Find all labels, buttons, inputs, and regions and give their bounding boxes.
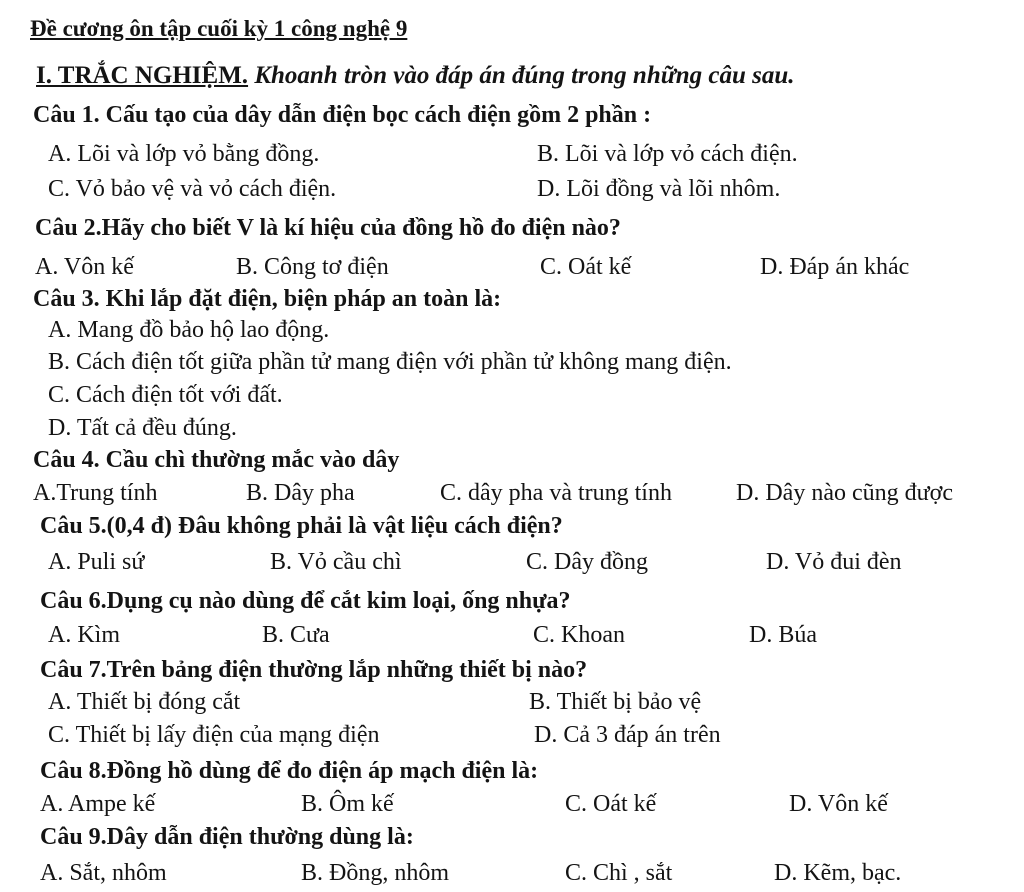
q6-option-b: B. Cưa: [262, 622, 330, 648]
q6-option-d: D. Búa: [749, 622, 817, 648]
q1-option-b: B. Lõi và lớp vỏ cách điện.: [537, 141, 798, 167]
section-heading: I. TRẮC NGHIỆM.: [36, 62, 249, 89]
q9-option-a: A. Sắt, nhôm: [40, 860, 167, 886]
q8-option-b: B. Ôm kế: [301, 791, 394, 817]
q7-option-b: B. Thiết bị bảo vệ: [529, 689, 702, 715]
question-1: Câu 1. Cấu tạo của dây dẫn điện bọc cách điện gồm 2 phần :: [33, 102, 652, 128]
q5-option-a: A. Puli sứ: [48, 549, 145, 575]
question-9: Câu 9.Dây dẫn điện thường dùng là:: [40, 824, 414, 850]
q9-option-b: B. Đồng, nhôm: [301, 860, 450, 886]
q4-option-c: C. dây pha và trung tính: [440, 480, 672, 506]
q8-option-c: C. Oát kế: [565, 791, 657, 817]
q2-option-b: B. Công tơ điện: [236, 254, 389, 280]
question-2: Câu 2.Hãy cho biết V là kí hiệu của đồng hồ đo điện nào?: [35, 215, 621, 241]
q8-option-d: D. Vôn kế: [789, 791, 888, 817]
q7-option-c: C. Thiết bị lấy điện của mạng điện: [48, 722, 380, 748]
q4-option-d: D. Dây nào cũng được: [736, 480, 953, 506]
q7-option-a: A. Thiết bị đóng cắt: [48, 689, 241, 715]
q9-option-d: D. Kẽm, bạc.: [774, 860, 902, 886]
q2-option-a: A. Vôn kế: [35, 254, 134, 280]
q5-option-d: D. Vỏ đui đèn: [766, 549, 902, 575]
q9-option-c: C. Chì , sắt: [565, 860, 673, 886]
q3-option-c: C. Cách điện tốt với đất.: [48, 382, 283, 408]
q6-option-a: A. Kìm: [48, 622, 120, 648]
q3-option-d: D. Tất cả đều đúng.: [48, 415, 237, 441]
q1-option-a: A. Lõi và lớp vỏ bằng đồng.: [48, 141, 320, 167]
question-3: Câu 3. Khi lắp đặt điện, biện pháp an toàn là:: [33, 286, 502, 312]
q2-option-d: D. Đáp án khác: [760, 254, 910, 280]
q4-option-a: A.Trung tính: [33, 480, 158, 506]
q4-option-b: B. Dây pha: [246, 480, 355, 506]
q8-option-a: A. Ampe kế: [40, 791, 156, 817]
q3-option-b: B. Cách điện tốt giữa phần tử mang điện với phần tử không mang điện.: [48, 349, 732, 375]
document-title: Đề cương ôn tập cuối kỳ 1 công nghệ 9: [30, 16, 408, 41]
q6-option-c: C. Khoan: [533, 622, 625, 648]
q5-option-c: C. Dây đồng: [526, 549, 648, 575]
question-7: Câu 7.Trên bảng điện thường lắp những thiết bị nào?: [40, 657, 588, 683]
q3-option-a: A. Mang đồ bảo hộ lao động.: [48, 317, 330, 343]
question-6: Câu 6.Dụng cụ nào dùng để cắt kim loại, ống nhựa?: [40, 588, 571, 614]
section-header: [36, 62, 795, 90]
q5-option-b: B. Vỏ cầu chì: [270, 549, 402, 575]
question-4: Câu 4. Cầu chì thường mắc vào dây: [33, 447, 400, 473]
q1-option-d: D. Lõi đồng và lõi nhôm.: [537, 176, 781, 202]
section-instruction: Khoanh tròn vào đáp án đúng trong những câu sau.: [254, 62, 795, 89]
q1-option-c: C. Vỏ bảo vệ và vỏ cách điện.: [48, 176, 337, 202]
q7-option-d: D. Cả 3 đáp án trên: [534, 722, 721, 748]
q2-option-c: C. Oát kế: [540, 254, 632, 280]
question-5: Câu 5.(0,4 đ) Đâu không phải là vật liệu cách điện?: [40, 513, 563, 539]
question-8: Câu 8.Đồng hồ dùng để đo điện áp mạch điện là:: [40, 758, 539, 784]
